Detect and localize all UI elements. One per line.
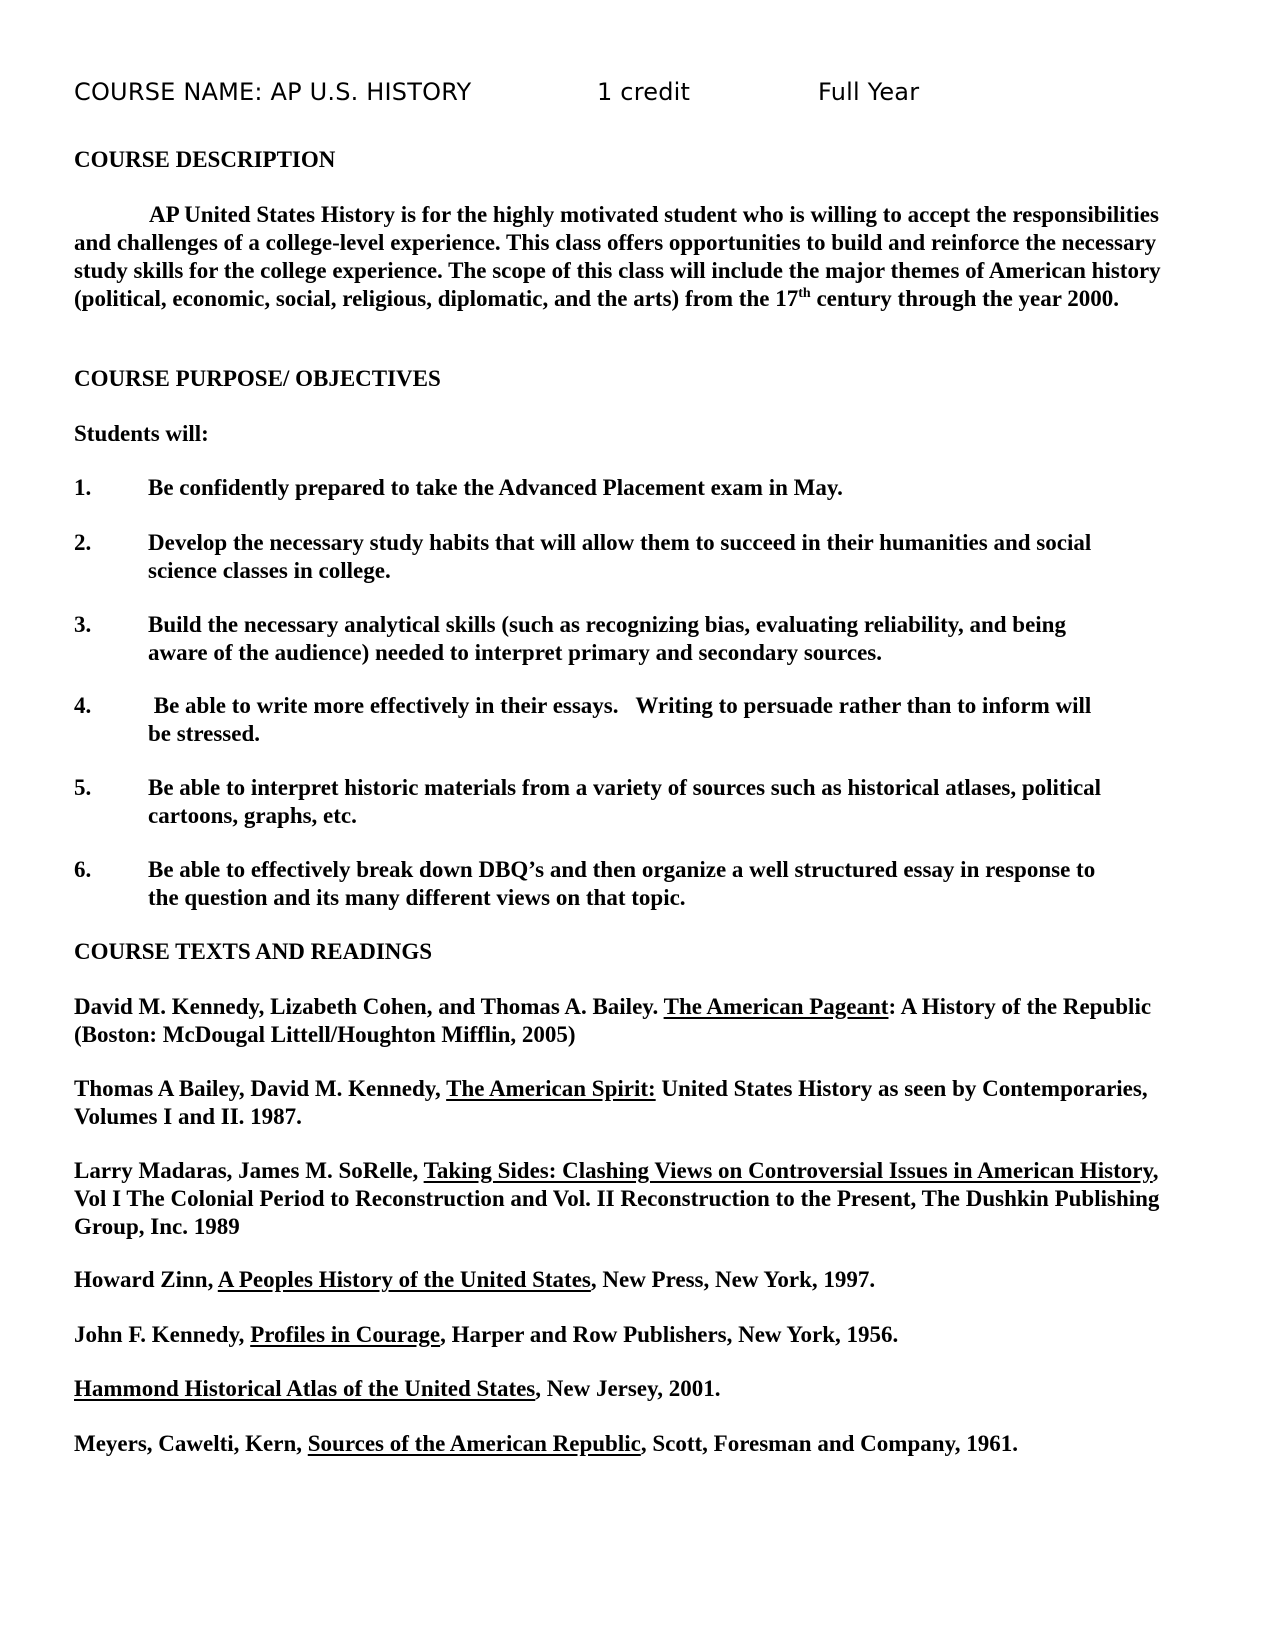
list-item-number: 4. — [74, 693, 92, 718]
list-item-number: 6. — [74, 857, 92, 882]
reference-title: The American Spirit: — [446, 1076, 656, 1101]
list-item-text: Be able to write more effectively in their essays. Writing to persuade rather than to inform will be stressed. — [148, 693, 1098, 746]
texts-heading: COURSE TEXTS AND READINGS — [74, 939, 433, 964]
course-credit: 1 credit — [597, 78, 691, 106]
reference-authors: John F. Kennedy, — [74, 1322, 251, 1347]
list-item-text: Build the necessary analytical skills (such as recognizing bias, evaluating reliability, and being aware of the audience) needed to interpret primary and secondary sources. — [148, 612, 1066, 665]
reference-title: Sources of the American Republic — [307, 1431, 641, 1456]
list-item-number: 2. — [74, 530, 92, 555]
reference-item — [74, 993, 1184, 1049]
reference-item — [74, 1157, 1184, 1241]
reference-details: , Scott, Foresman and Company, 1961. — [640, 1431, 1019, 1456]
list-item-number: 1. — [74, 475, 92, 500]
reference-authors: Thomas A Bailey, David M. Kennedy, — [74, 1076, 447, 1101]
reference-details: , New Press, New York, 1997. — [590, 1267, 876, 1292]
reference-details: , Vol I The Colonial Period to Reconstruction and Vol. II Reconstruction to the Present, The Dushkin Publishing Group, Inc. 1989 — [74, 1158, 1160, 1239]
reference-item — [74, 1266, 1184, 1294]
objectives-heading: COURSE PURPOSE/ OBJECTIVES — [74, 366, 441, 391]
reference-item — [74, 1321, 1184, 1349]
list-item-number: 3. — [74, 612, 92, 637]
reference-title: A Peoples History of the United States — [217, 1267, 591, 1292]
reference-item — [74, 1430, 1184, 1458]
reference-title: Hammond Historical Atlas of the United States — [74, 1376, 536, 1401]
description-superscript: th — [798, 286, 811, 301]
reference-details: : A History of the Republic (Boston: McDougal Littell/Houghton Mifflin, 2005) — [74, 994, 1152, 1047]
reference-authors: David M. Kennedy, Lizabeth Cohen, and Thomas A. Bailey. — [74, 994, 664, 1019]
list-item-text: Be able to effectively break down DBQ’s and then organize a well structured essay in response to the question and its many different views on that topic. — [148, 857, 1096, 910]
course-header — [74, 76, 1204, 108]
reference-authors: Meyers, Cawelti, Kern, — [74, 1431, 308, 1456]
list-item-text: Be confidently prepared to take the Advanced Placement exam in May. — [148, 475, 843, 500]
description-text: AP United States History is for the highly motivated student who is willing to accept the responsibilities and challenges of a college-level experience. This class offers opportunities to build and reinforce the necessary study skills for the college experience. The scope of this class will include the major themes of American history (political, economic, social, religious, diplomatic, and the arts) from the 17 — [74, 202, 1161, 311]
list-item-text: Be able to interpret historic materials from a variety of sources such as historical atlases, political cartoons, graphs, etc. — [148, 775, 1102, 828]
reference-title: The American Pageant — [663, 994, 889, 1019]
course-name: COURSE NAME: AP U.S. HISTORY — [74, 78, 472, 106]
reference-details: United States History as seen by Contemporaries, Volumes I and II. 1987. — [74, 1076, 1148, 1129]
list-item-text: Develop the necessary study habits that will allow them to succeed in their humanities and social science classes in college. — [148, 530, 1092, 583]
description-paragraph — [74, 201, 1184, 313]
reference-authors: Larry Madaras, James M. SoRelle, — [74, 1158, 424, 1183]
course-duration: Full Year — [818, 78, 920, 106]
reference-item — [74, 1375, 1184, 1403]
description-text-end: century through the year 2000. — [810, 286, 1120, 311]
list-item-number: 5. — [74, 775, 92, 800]
reference-authors: Howard Zinn, — [74, 1267, 218, 1292]
reference-title: Taking Sides: Clashing Views on Controversial Issues in American History — [423, 1158, 1153, 1183]
reference-title: Profiles in Courage — [250, 1322, 441, 1347]
description-heading: COURSE DESCRIPTION — [74, 147, 336, 172]
objectives-intro: Students will: — [74, 421, 209, 446]
reference-item — [74, 1075, 1184, 1131]
reference-details: , Harper and Row Publishers, New York, 1956. — [440, 1322, 899, 1347]
reference-details: , New Jersey, 2001. — [535, 1376, 721, 1401]
